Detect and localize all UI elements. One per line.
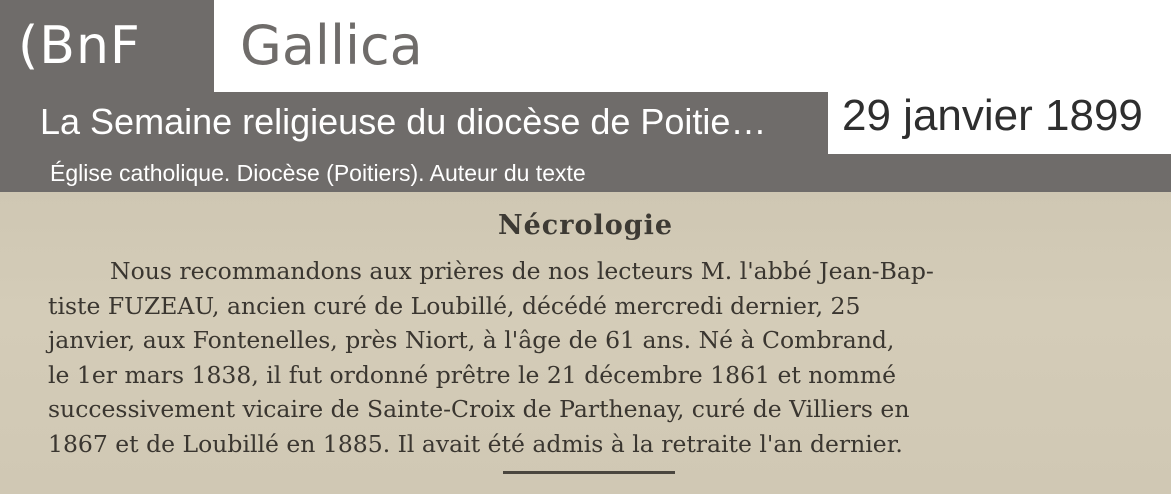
gallica-logo[interactable]: Gallica (240, 14, 423, 77)
gallica-logo-area[interactable] (214, 0, 1171, 92)
text-line: le 1er mars 1838, il fut ordonné prêtre le 21 décembre 1861 et nommé (48, 360, 897, 389)
bnf-logo[interactable]: (BnF (0, 0, 214, 92)
text-line: 1867 et de Loubillé en 1885. Il avait été admis à la retraite l'an dernier. (48, 429, 903, 458)
page-heading: Nécrologie (497, 210, 674, 241)
page-body (48, 254, 1133, 461)
document-title: La Semaine religieuse du diocèse de Poitie… (40, 101, 767, 142)
document-date: 29 janvier 1899 (842, 91, 1143, 140)
text-line: tiste FUZEAU, ancien curé de Loubillé, décédé mercredi dernier, 25 (48, 291, 861, 320)
scanned-page (0, 192, 1171, 494)
divider-rule (503, 471, 675, 474)
text-line: successivement vicaire de Sainte-Croix de Parthenay, curé de Villiers en (48, 395, 910, 423)
text-line: janvier, aux Fontenelles, près Niort, à l'âge de 61 ans. Né à Combrand, (48, 326, 895, 354)
document-date-box (828, 84, 1171, 154)
text-line: Nous recommandons aux prières de nos lecteurs M. l'abbé Jean-Bap- (110, 257, 934, 285)
document-author: Église catholique. Diocèse (Poitiers). Auteur du texte (50, 160, 586, 186)
document-author-band (0, 154, 1171, 192)
document-title-band (0, 92, 828, 154)
